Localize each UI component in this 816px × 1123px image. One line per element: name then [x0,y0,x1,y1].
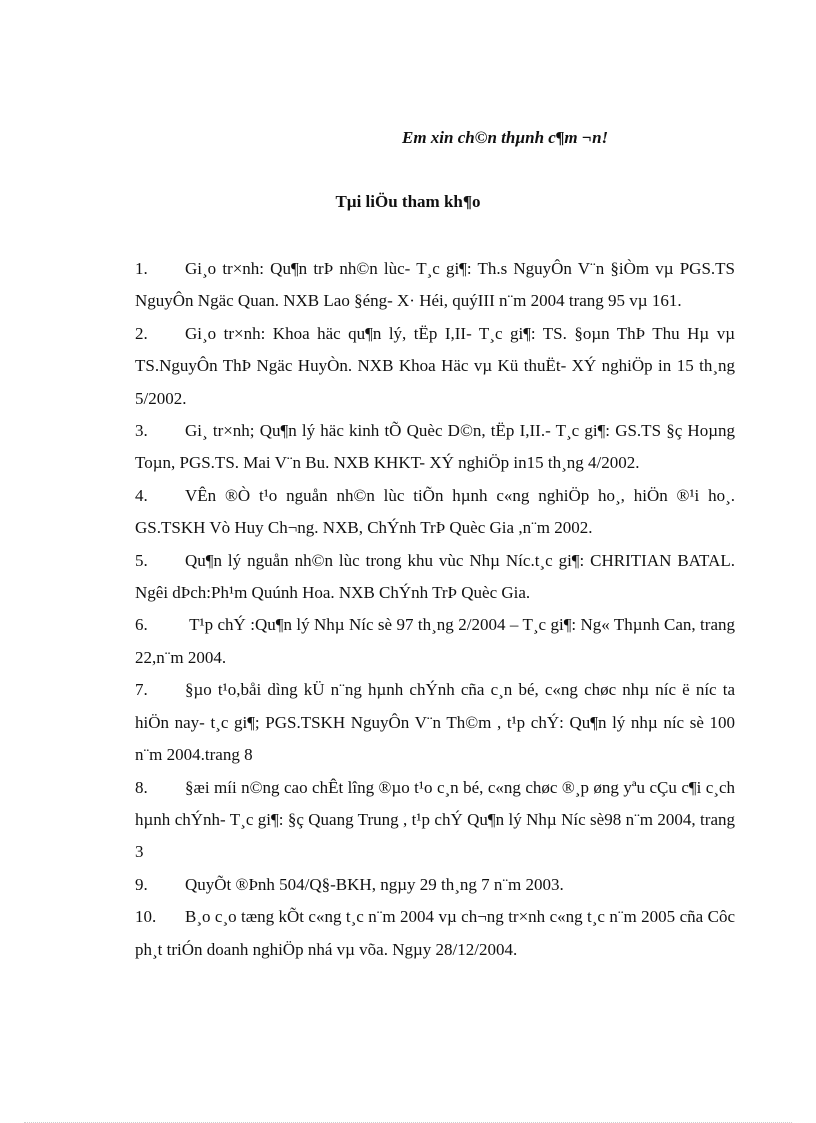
reference-number: 3. [135,421,148,441]
references-title: Tµi liÖu tham kh¶o [335,192,481,211]
closing-line: Em xin ch©n thµnh c¶m ¬n! [402,128,609,147]
reference-number: 6. [135,615,148,635]
reference-item [135,415,735,480]
reference-number: 7. [135,680,148,700]
reference-number: 4. [135,485,148,505]
reference-item [135,480,735,545]
reference-text: Gi¸o tr×nh: Qu¶n trÞ nh©n lùc- T¸c gi¶: Th.s NguyÔn V¨n §iÒm vµ PGS.TS NguyÔn Ngäc Quan. NXB Lao §éng- X· Héi, quýIII n¨m 2004 trang 95 vµ 161. [135,259,735,311]
reference-number: 9. [135,874,148,894]
reference-item [135,869,735,901]
reference-number: 1. [135,259,148,278]
reference-item [135,609,735,674]
reference-item [135,545,735,610]
reference-item [135,772,735,869]
reference-text: T¹p chÝ :Qu¶n lý Nhµ Níc sè 97 th¸ng 2/2004 – T¸c gi¶: Ng« Thµnh Can, trang 22,n¨m 2004. [135,615,735,667]
reference-number: 5. [135,550,148,570]
reference-item [135,318,735,415]
reference-text: Gi¸o tr×nh: Khoa häc qu¶n lý, tËp I,II- T¸c gi¶: TS. §oµn ThÞ Thu Hµ vµ TS.NguyÔn ThÞ Ngäc HuyÒn. NXB Khoa Häc vµ Kü thuËt- XÝ nghiÖp in 15 th¸ng 5/2002. [135,323,735,408]
reference-text: Gi¸ tr×nh; Qu¶n lý häc kinh tÕ Quèc D©n, tËp I,II.- T¸c gi¶: GS.TS §ç Hoµng Toµn, PGS.TS. Mai V¨n Bu. NXB KHKT- XÝ nghiÖp in15 th¸ng 4/2002. [135,421,735,473]
reference-text: VÊn ®Ò t¹o nguån nh©n lùc tiÕn hµnh c«ng nghiÖp ho¸, hiÖn ®¹i ho¸. GS.TSKH Vò Huy Ch¬ng. NXB, ChÝnh TrÞ Quèc Gia ,n¨m 2002. [135,485,735,538]
reference-text: Qu¶n lý nguån nh©n lùc trong khu vùc Nhµ Níc.t¸c gi¶: CHRITIAN BATAL. Ngêi dÞch:Ph¹m Quúnh Hoa. NXB ChÝnh TrÞ Quèc Gia. [135,550,735,603]
reference-item [135,253,735,318]
reference-list [135,253,735,966]
reference-text: §æi míi n©ng cao chÊt lîng ®µo t¹o c¸n bé, c«ng chøc ®¸p øng yªu cÇu c¶i c¸ch hµnh chÝnh- T¸c gi¶: §ç Quang Trung , t¹p chÝ Qu¶n lý Nhµ Níc sè98 n¨m 2004, trang 3 [135,777,735,862]
reference-item [135,901,735,966]
reference-item [135,674,735,771]
reference-number: 2. [135,323,148,343]
reference-text: QuyÕt ®Þnh 504/Q§-BKH, ngµy 29 th¸ng 7 n¨m 2003. [185,874,564,894]
reference-text: B¸o c¸o tæng kÕt c«ng t¸c n¨m 2004 vµ ch¬ng tr×nh c«ng t¸c n¨m 2005 cña Côc ph¸t triÓn doanh nghiÖp nhá vµ võa. Ngµy 28/12/2004. [135,907,735,959]
reference-number: 8. [135,777,148,797]
reference-text: §µo t¹o,båi dìng kÜ n¨ng hµnh chÝnh cña c¸n bé, c«ng chøc nhµ níc ë níc ta hiÖn nay- t¸c gi¶; PGS.TSKH NguyÔn V¨n Th©m , t¹p chÝ: Qu¶n lý nhµ níc sè 100 n¨m 2004.trang 8 [135,680,735,765]
reference-number: 10. [135,907,157,927]
